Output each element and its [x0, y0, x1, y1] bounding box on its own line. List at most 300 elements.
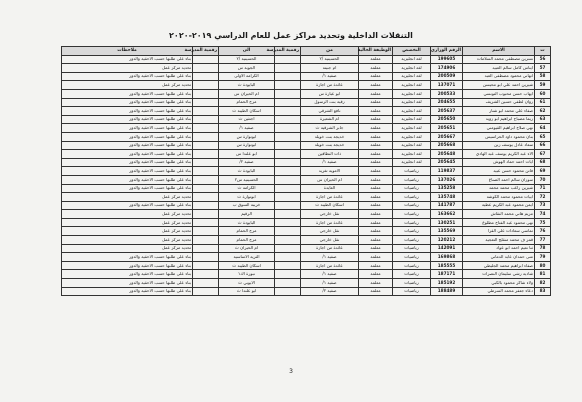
cell-current-job: معلمة	[359, 261, 393, 270]
cell-current-job: معلمة	[359, 98, 393, 107]
cell-name: شادية رشي سليمان النصرات	[463, 270, 535, 279]
cell-notes: بناء على طلبها حسب الاحقية والدور	[62, 261, 193, 270]
cell-current-job: معلمة	[359, 244, 393, 253]
cell-to-code	[193, 287, 219, 296]
cell-notes: تحديد مركز عمل	[62, 236, 193, 245]
cell-specialization: لغة انجليزية	[393, 107, 431, 116]
cell-from-code	[275, 270, 301, 279]
cell-to: اسكان الطيبة ث	[219, 107, 275, 116]
cell-current-job: معلمة	[359, 55, 393, 64]
cell-notes: بناء على طلبها حسب الاحقية والدور	[62, 72, 193, 81]
cell-to-code	[193, 175, 219, 184]
cell-from: ام جنيتة	[301, 64, 359, 73]
cell-from: ابو عبارة س	[301, 89, 359, 98]
table-row	[62, 236, 551, 245]
table-row	[62, 193, 551, 202]
cell-from-code	[275, 236, 301, 245]
cell-name: مريم هاني محمد النقاش	[463, 210, 535, 219]
cell-from: الاموية تغريد	[301, 167, 359, 176]
table-row	[62, 218, 551, 227]
cell-from: خديجة بنت خويلد	[301, 141, 359, 150]
cell-from-code	[275, 158, 301, 167]
cell-name: دعاء جعفر محمد السرطي	[463, 287, 535, 296]
cell-to: الجوبة س	[219, 64, 275, 73]
cell-from: عائدة من اجازة	[301, 193, 359, 202]
cell-from: صفية ١/	[301, 270, 359, 279]
cell-ministry-id: 130251	[431, 218, 463, 227]
cell-from-code	[275, 167, 301, 176]
cell-from: صفية ١/	[301, 253, 359, 262]
cell-specialization: لغة انجليزية	[393, 72, 431, 81]
cell-to-code	[193, 150, 219, 159]
table-row	[62, 287, 551, 296]
cell-to-code	[193, 227, 219, 236]
col-header-specialization: التخصص	[393, 47, 431, 56]
cell-to: صفية ٢/	[219, 158, 275, 167]
table-row	[62, 227, 551, 236]
cell-current-job: معلمة	[359, 64, 393, 73]
cell-to: ابو علندا س	[219, 150, 275, 159]
cell-to-code	[193, 98, 219, 107]
cell-ministry-id: 169868	[431, 253, 463, 262]
cell-serial: 80	[535, 261, 551, 270]
cell-notes: تحديد مركز عمل	[62, 227, 193, 236]
page-title: التنقلات الداخلية وتحديد مراكز عمل للعام الدراسي ٢٠١٩-٢٠٢٠	[169, 31, 413, 40]
cell-ministry-id: 205645	[431, 158, 463, 167]
cell-name: الاء عبد الكريم يوسف عبد الهادي	[463, 150, 535, 159]
cell-to-code	[193, 210, 219, 219]
cell-to: مرج الحمام	[219, 98, 275, 107]
cell-specialization: رياضيات	[393, 193, 431, 202]
cell-notes: بناء على طلبها حسب الاحقية والدور	[62, 115, 193, 124]
cell-to-code	[193, 184, 219, 193]
cell-from-code	[275, 115, 301, 124]
cell-to: البايودة ث	[219, 81, 275, 90]
col-header-name: الاسم	[463, 47, 535, 56]
cell-specialization: رياضيات	[393, 227, 431, 236]
table-row	[62, 201, 551, 210]
cell-notes: بناء على طلبها حسب الاحقية والدور	[62, 201, 193, 210]
cell-current-job: معلمة	[359, 132, 393, 141]
cell-from: خديجة بنت خويلد	[301, 132, 359, 141]
cell-from-code	[275, 64, 301, 73]
cell-name: شيرين احمد علي ابو محيسن	[463, 81, 535, 90]
cell-serial: 73	[535, 201, 551, 210]
cell-current-job: معلمة	[359, 287, 393, 296]
cell-specialization: رياضيات	[393, 270, 431, 279]
col-header-from-code: رقمية المدرسة	[275, 47, 301, 56]
cell-ministry-id: 120212	[431, 236, 463, 245]
cell-current-job: معلمة	[359, 115, 393, 124]
cell-current-job: معلمة	[359, 167, 393, 176]
table-row	[62, 64, 551, 73]
cell-notes: تحديد مركز عمل	[62, 64, 193, 73]
cell-current-job: معلمة	[359, 253, 393, 262]
cell-current-job: معلمة	[359, 89, 393, 98]
cell-serial: 74	[535, 210, 551, 219]
table-header-row	[62, 47, 551, 56]
table-row	[62, 210, 551, 219]
table-row	[62, 279, 551, 288]
cell-from-code	[275, 107, 301, 116]
table-row	[62, 261, 551, 270]
cell-ministry-id: 205668	[431, 141, 463, 150]
cell-notes: بناء على طلبها حسب الاحقية والدور	[62, 150, 193, 159]
cell-to: الحسينية س٢	[219, 175, 275, 184]
cell-from-code	[275, 193, 301, 202]
cell-notes: بناء على طلبها حسب الاحقية والدور	[62, 98, 193, 107]
cell-name: ريما مصباح ابراهيم ابو زويد	[463, 115, 535, 124]
cell-ministry-id: 200509	[431, 72, 463, 81]
cell-from: عائدة من اجازة	[301, 218, 359, 227]
col-header-serial: ت	[535, 47, 551, 56]
cell-current-job: معلمة	[359, 227, 393, 236]
cell-to: اجتثين ث	[219, 115, 275, 124]
cell-to: ابوتوارة س	[219, 141, 275, 150]
cell-specialization: لغة انجليزية	[393, 115, 431, 124]
cell-to: صفية ١/	[219, 124, 275, 133]
table-row	[62, 115, 551, 124]
cell-name: ايهاب حسن محبوب التونسي	[463, 89, 535, 98]
cell-specialization: لغة انجليزية	[393, 81, 431, 90]
transfers-table	[61, 46, 551, 296]
cell-to: مرج الحمام	[219, 236, 275, 245]
cell-serial: 82	[535, 279, 551, 288]
cell-serial: 68	[535, 158, 551, 167]
cell-notes: تحديد مركز عمل	[62, 81, 193, 90]
cell-serial: 75	[535, 218, 551, 227]
cell-specialization: رياضيات	[393, 175, 431, 184]
cell-to-code	[193, 81, 219, 90]
cell-notes: بناء على طلبها حسب الاحقية والدور	[62, 124, 193, 133]
cell-to-code	[193, 141, 219, 150]
cell-name: ايات احمد حماد الهوش	[463, 158, 535, 167]
cell-serial: 57	[535, 64, 551, 73]
cell-to: اسكان الطيبة ث	[219, 261, 275, 270]
cell-name: قمر ف محمد منقلج التعجية	[463, 236, 535, 245]
cell-ministry-id: 174906	[431, 64, 463, 73]
cell-notes: بناء على طلبها حسب الاحقية والدور	[62, 175, 193, 184]
cell-name: ولاء شاكر محمود بالكبي	[463, 279, 535, 288]
cell-to-code	[193, 279, 219, 288]
table-row	[62, 150, 551, 159]
cell-specialization: لغة انجليزية	[393, 55, 431, 64]
table-row	[62, 244, 551, 253]
cell-to: الكرامة ث	[219, 184, 275, 193]
cell-to: الايوبي ث	[219, 279, 275, 288]
cell-specialization: رياضيات	[393, 279, 431, 288]
cell-current-job: معلمة	[359, 107, 393, 116]
cell-to: البايودة ث	[219, 218, 275, 227]
cell-serial: 72	[535, 193, 551, 202]
cell-to: الثرية الاساسية	[219, 253, 275, 262]
cell-notes: بناء على طلبها حسب الاحقية والدور	[62, 158, 193, 167]
cell-serial: 65	[535, 132, 551, 141]
page-number: 3	[289, 368, 293, 375]
cell-from: صفية ١/	[301, 279, 359, 288]
cell-from-code	[275, 253, 301, 262]
cell-current-job: معلمة	[359, 81, 393, 90]
cell-ministry-id: 205650	[431, 115, 463, 124]
cell-serial: 60	[535, 89, 551, 98]
cell-from: ام الشعيرة	[301, 115, 359, 124]
cell-ministry-id: 205648	[431, 150, 463, 159]
cell-current-job: معلمة	[359, 201, 393, 210]
cell-serial: 61	[535, 98, 551, 107]
cell-to-code	[193, 64, 219, 73]
cell-to: نبورة اك١	[219, 270, 275, 279]
cell-from-code	[275, 218, 301, 227]
cell-notes: بناء على طلبها حسب الاحقية والدور	[62, 89, 193, 98]
cell-current-job: معلمة	[359, 184, 393, 193]
cell-ministry-id: 141787	[431, 201, 463, 210]
cell-name: نهى محمود عبد الفتاح مطلوع	[463, 218, 535, 227]
cell-from-code	[275, 132, 301, 141]
cell-from: نقل خارجي	[301, 227, 359, 236]
cell-from: جابر الشرقية ث	[301, 124, 359, 133]
table-row	[62, 167, 551, 176]
cell-from-code	[275, 175, 301, 184]
cell-from-code	[275, 210, 301, 219]
cell-name: ثنا نعيم احمد ابو عواد	[463, 244, 535, 253]
cell-serial: 83	[535, 287, 551, 296]
table-row	[62, 141, 551, 150]
cell-specialization: رياضيات	[393, 261, 431, 270]
cell-from-code	[275, 287, 301, 296]
cell-name: فاتن محمود حسن عبيد	[463, 167, 535, 176]
cell-from: صفية ١/	[301, 158, 359, 167]
cell-from: عائدة من اجازة	[301, 81, 359, 90]
cell-ministry-id: 135748	[431, 193, 463, 202]
cell-notes: تحديد مركز عمل	[62, 210, 193, 219]
cell-ministry-id: 163662	[431, 210, 463, 219]
cell-current-job: معلمة	[359, 193, 393, 202]
cell-notes: تحديد مركز عمل	[62, 193, 193, 202]
cell-notes: بناء على طلبها حسب الاحقية والدور	[62, 107, 193, 116]
cell-name: صفاء علي محمد ابو شنار	[463, 107, 535, 116]
cell-ministry-id: 119837	[431, 167, 463, 176]
cell-to-code	[193, 55, 219, 64]
cell-specialization: لغة انجليزية	[393, 141, 431, 150]
cell-notes: بناء على طلبها حسب الاحقية والدور	[62, 253, 193, 262]
cell-to-code	[193, 107, 219, 116]
cell-name: ايمن محمود عبد الكريم عطية	[463, 201, 535, 210]
cell-specialization: لغة انجليزية	[393, 132, 431, 141]
cell-serial: 78	[535, 244, 551, 253]
cell-current-job: معلمة	[359, 72, 393, 81]
cell-from-code	[275, 279, 301, 288]
cell-specialization: رياضيات	[393, 244, 431, 253]
cell-to-code	[193, 158, 219, 167]
cell-name: ابيات محمود محمد الكوشة	[463, 193, 535, 202]
cell-from: رقية بنت الرسول	[301, 98, 359, 107]
cell-current-job: معلمة	[359, 141, 393, 150]
cell-ministry-id: 142091	[431, 244, 463, 253]
cell-serial: 81	[535, 270, 551, 279]
col-header-from: من	[301, 47, 359, 56]
cell-ministry-id: 137026	[431, 175, 463, 184]
cell-to: الرقيم	[219, 210, 275, 219]
table-row	[62, 81, 551, 90]
cell-specialization: لغة انجليزية	[393, 150, 431, 159]
cell-name: سعاد عادل يوسف زين	[463, 141, 535, 150]
cell-from-code	[275, 184, 301, 193]
col-header-notes: ملاحظات	[62, 47, 193, 56]
cell-from-code	[275, 81, 301, 90]
cell-notes: بناء على طلبها حسب الاحقية والدور	[62, 132, 193, 141]
cell-specialization: رياضيات	[393, 184, 431, 193]
cell-serial: 79	[535, 253, 551, 262]
cell-to: ابوتوارة س	[219, 132, 275, 141]
cell-specialization: رياضيات	[393, 287, 431, 296]
table-row	[62, 124, 551, 133]
cell-to: مرج الحمام	[219, 227, 275, 236]
cell-current-job: معلمة	[359, 124, 393, 133]
cell-ministry-id: 200533	[431, 89, 463, 98]
cell-from-code	[275, 201, 301, 210]
table-row	[62, 270, 551, 279]
cell-from: اسكان الطيبة ث	[301, 201, 359, 210]
cell-ministry-id: 205637	[431, 107, 463, 116]
cell-serial: 58	[535, 72, 551, 81]
cell-current-job: معلمة	[359, 218, 393, 227]
table-row	[62, 89, 551, 98]
cell-specialization: لغة انجليزية	[393, 98, 431, 107]
cell-serial: 64	[535, 124, 551, 133]
table-row	[62, 175, 551, 184]
cell-name: سوزان سالم احمد الصناع	[463, 175, 535, 184]
cell-to-code	[193, 132, 219, 141]
cell-from: نقل خارجي	[301, 236, 359, 245]
cell-ministry-id: 188489	[431, 287, 463, 296]
cell-serial: 70	[535, 175, 551, 184]
cell-to: ام الحيران س	[219, 89, 275, 98]
cell-to-code	[193, 261, 219, 270]
cell-specialization: رياضيات	[393, 201, 431, 210]
cell-to-code	[193, 244, 219, 253]
cell-serial: 71	[535, 184, 551, 193]
col-header-to: الى	[219, 47, 275, 56]
cell-from-code	[275, 55, 301, 64]
cell-current-job: معلمة	[359, 236, 393, 245]
col-header-ministry-id: الرقم الوزاري	[431, 47, 463, 56]
cell-to: البايودة ث	[219, 167, 275, 176]
cell-specialization: رياضيات	[393, 210, 431, 219]
col-header-current-job: الوظيفة الحالية	[359, 47, 393, 56]
cell-current-job: معلمة	[359, 158, 393, 167]
cell-ministry-id: 204655	[431, 98, 463, 107]
cell-notes: بناء على طلبها حسب الاحقية والدور	[62, 270, 193, 279]
cell-notes: بناء على طلبها حسب الاحقية والدور	[62, 167, 193, 176]
table-row	[62, 55, 551, 64]
table-row	[62, 72, 551, 81]
cell-serial: 59	[535, 81, 551, 90]
cell-to: ام الحيران ث	[219, 244, 275, 253]
cell-name: نهي صلاح ابراهيم القيومني	[463, 124, 535, 133]
cell-from: عائدة من اجازة	[301, 261, 359, 270]
cell-from: ام الحيران س	[301, 175, 359, 184]
cell-serial: 63	[535, 115, 551, 124]
cell-ministry-id: 199605	[431, 55, 463, 64]
cell-specialization: لغة انجليزية	[393, 158, 431, 167]
cell-name: صفاء ابراهيم محمد الجليطي	[463, 261, 535, 270]
cell-notes: بناء على طلبها حسب الاحقية والدور	[62, 279, 193, 288]
cell-ministry-id: 185192	[431, 279, 463, 288]
cell-specialization: رياضيات	[393, 253, 431, 262]
cell-from-code	[275, 227, 301, 236]
cell-from-code	[275, 124, 301, 133]
cell-specialization: لغة انجليزية	[393, 89, 431, 98]
cell-from: ذات النطاقين	[301, 150, 359, 159]
cell-specialization: لغة انجليزية	[393, 124, 431, 133]
cell-from-code	[275, 141, 301, 150]
cell-specialization: لغة انجليزية	[393, 64, 431, 73]
cell-from-code	[275, 89, 301, 98]
cell-to-code	[193, 89, 219, 98]
cell-current-job: معلمة	[359, 150, 393, 159]
cell-from-code	[275, 98, 301, 107]
cell-serial: 56	[535, 55, 551, 64]
cell-serial: 69	[535, 167, 551, 176]
cell-from-code	[275, 244, 301, 253]
cell-serial: 77	[535, 236, 551, 245]
cell-from: العايدة	[301, 184, 359, 193]
cell-from: صفية ٢/	[301, 287, 359, 296]
cell-notes: بناء على طلبها حسب الاحقية والدور	[62, 55, 193, 64]
cell-to-code	[193, 270, 219, 279]
cell-specialization: رياضيات	[393, 236, 431, 245]
cell-to-code	[193, 253, 219, 262]
cell-to: الحسينية /٢	[219, 55, 275, 64]
cell-ministry-id: 205667	[431, 132, 463, 141]
cell-notes: تحديد مركز عمل	[62, 244, 193, 253]
cell-to-code	[193, 236, 219, 245]
cell-ministry-id: 135258	[431, 184, 463, 193]
cell-current-job: معلمة	[359, 270, 393, 279]
cell-notes: بناء على طلبها حسب الاحقية والدور	[62, 287, 193, 296]
cell-to-code	[193, 124, 219, 133]
cell-to: خريبة السوق ب	[219, 201, 275, 210]
table-row	[62, 158, 551, 167]
cell-name: بنان محمود داود الحراسيس	[463, 132, 535, 141]
cell-current-job: معلمة	[359, 279, 393, 288]
cell-from-code	[275, 261, 301, 270]
cell-to-code	[193, 193, 219, 202]
cell-name: شيرين راغب محمد محمد	[463, 184, 535, 193]
cell-notes: بناء على طلبها حسب الاحقية والدور	[62, 184, 193, 193]
cell-serial: 76	[535, 227, 551, 236]
cell-to: ابوتوارة ث	[219, 193, 275, 202]
cell-name: روان لطفي حسين الشريف	[463, 98, 535, 107]
cell-name: ايناس كامل سالم العبيد	[463, 64, 535, 73]
cell-to-code	[193, 72, 219, 81]
table-row	[62, 98, 551, 107]
cell-notes: تحديد مركز عمل	[62, 218, 193, 227]
table-row	[62, 184, 551, 193]
cell-name: منى حمدان عابد الدماني	[463, 253, 535, 262]
cell-ministry-id: 137071	[431, 81, 463, 90]
cell-from-code	[275, 72, 301, 81]
cell-from-code	[275, 150, 301, 159]
cell-specialization: رياضيات	[393, 167, 431, 176]
cell-from: عائدة من اجازة	[301, 244, 359, 253]
cell-to: ابو علندا ث	[219, 287, 275, 296]
col-header-to-code: رقمية المدرسة	[193, 47, 219, 56]
cell-from: نافع الشرقي	[301, 107, 359, 116]
cell-ministry-id: 205651	[431, 124, 463, 133]
cell-notes: بناء على طلبها حسب الاحقية والدور	[62, 141, 193, 150]
cell-current-job: معلمة	[359, 175, 393, 184]
